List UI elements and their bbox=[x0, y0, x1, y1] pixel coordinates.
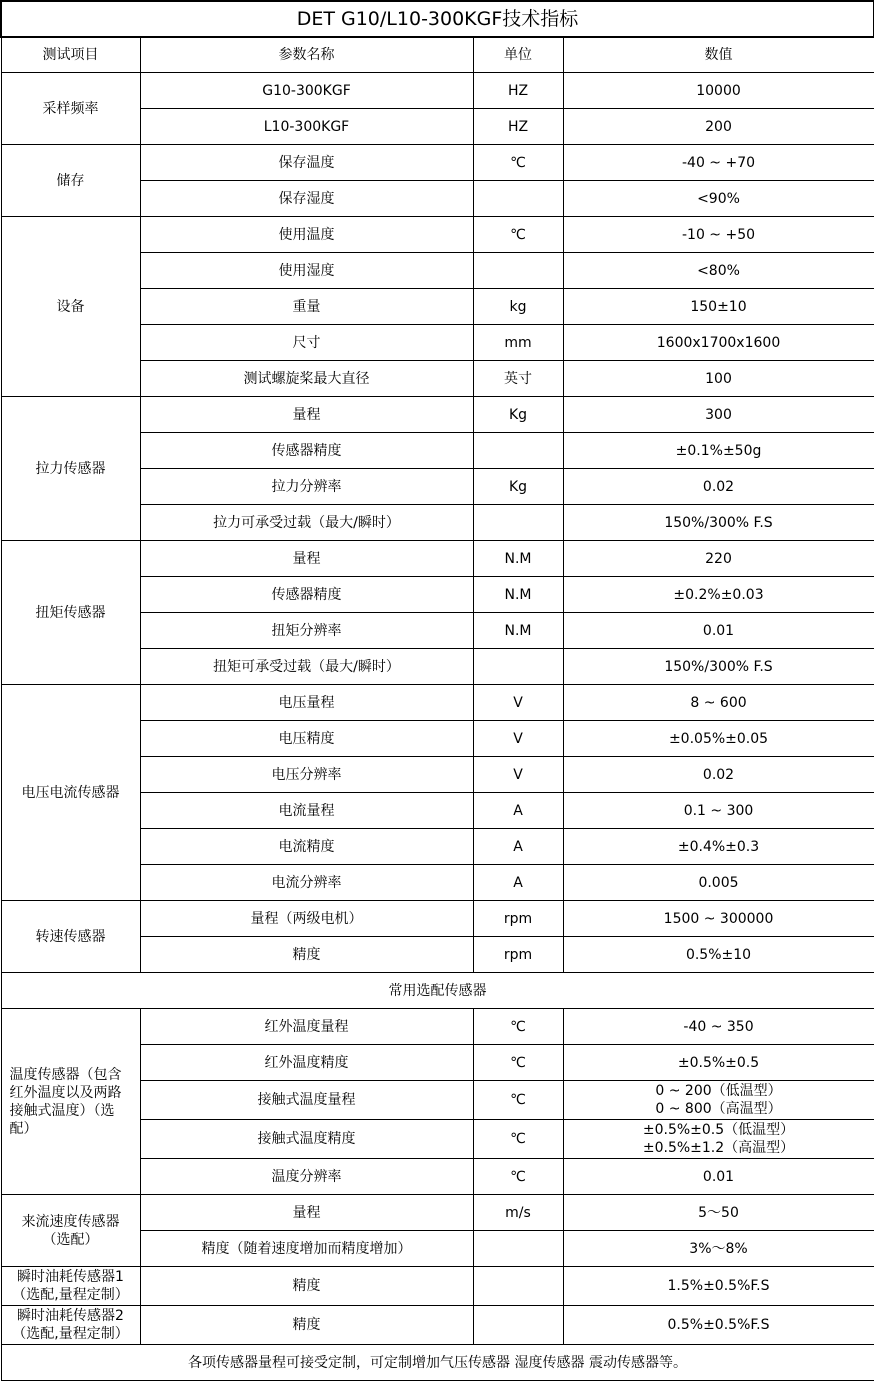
param-cell: 量程 bbox=[140, 397, 473, 433]
param-cell: 电压量程 bbox=[140, 685, 473, 721]
value-cell: 200 bbox=[563, 109, 874, 145]
param-cell: 量程（两级电机） bbox=[140, 901, 473, 937]
param-cell: 保存温度 bbox=[140, 145, 473, 181]
table-row bbox=[1, 145, 874, 181]
table-row bbox=[1, 73, 874, 109]
param-cell: 电流量程 bbox=[140, 793, 473, 829]
value-cell: 0.005 bbox=[563, 865, 874, 901]
param-cell: 传感器精度 bbox=[140, 433, 473, 469]
param-cell: 扭矩可承受过载（最大/瞬时） bbox=[140, 649, 473, 685]
category-cell bbox=[1, 1195, 140, 1267]
table-row bbox=[1, 1306, 874, 1345]
unit-cell bbox=[473, 1231, 563, 1267]
value-cell: 300 bbox=[563, 397, 874, 433]
param-cell: 接触式温度精度 bbox=[140, 1120, 473, 1159]
unit-cell: ℃ bbox=[473, 1159, 563, 1195]
value-line: ±0.5%±0.5（低温型） bbox=[642, 1122, 795, 1138]
param-cell: 电压精度 bbox=[140, 721, 473, 757]
param-cell: 使用温度 bbox=[140, 217, 473, 253]
value-cell bbox=[563, 1120, 874, 1159]
param-cell: 重量 bbox=[140, 289, 473, 325]
param-cell: 扭矩分辨率 bbox=[140, 613, 473, 649]
param-cell: 尺寸 bbox=[140, 325, 473, 361]
unit-cell: m/s bbox=[473, 1195, 563, 1231]
header-param-name: 参数名称 bbox=[140, 37, 473, 73]
value-cell: 0.5%±0.5%F.S bbox=[563, 1306, 874, 1345]
category-line: （选配） bbox=[42, 1231, 99, 1248]
unit-cell: ℃ bbox=[473, 1120, 563, 1159]
unit-cell bbox=[473, 505, 563, 541]
table-row bbox=[1, 217, 874, 253]
param-cell: 保存湿度 bbox=[140, 181, 473, 217]
value-line: 0 ~ 200（低温型） bbox=[655, 1083, 782, 1099]
value-cell: 0.5%±10 bbox=[563, 937, 874, 973]
unit-cell: mm bbox=[473, 325, 563, 361]
value-cell: 220 bbox=[563, 541, 874, 577]
value-cell: -40 ~ +70 bbox=[563, 145, 874, 181]
category-line: （选配,量程定制） bbox=[12, 1326, 129, 1342]
value-line: 0.01 bbox=[702, 1168, 735, 1185]
unit-cell: kg bbox=[473, 289, 563, 325]
unit-cell: Kg bbox=[473, 469, 563, 505]
value-cell: 150±10 bbox=[563, 289, 874, 325]
table-row bbox=[1, 1195, 874, 1231]
value-cell: 3%～8% bbox=[563, 1231, 874, 1267]
unit-cell: V bbox=[473, 721, 563, 757]
param-cell: 电压分辨率 bbox=[140, 757, 473, 793]
param-cell: G10-300KGF bbox=[140, 73, 473, 109]
category-line: （选配,量程定制） bbox=[12, 1287, 129, 1303]
category-cell: 扭矩传感器 bbox=[1, 541, 140, 685]
value-cell: 150%/300% F.S bbox=[563, 505, 874, 541]
category-cell: 拉力传感器 bbox=[1, 397, 140, 541]
param-cell: 精度 bbox=[140, 1267, 473, 1306]
value-cell: 0.02 bbox=[563, 757, 874, 793]
value-cell: ±0.05%±0.05 bbox=[563, 721, 874, 757]
value-cell bbox=[563, 1045, 874, 1081]
value-line: ±0.5%±0.5 bbox=[677, 1054, 760, 1071]
header-unit: 单位 bbox=[473, 37, 563, 73]
unit-cell bbox=[473, 181, 563, 217]
unit-cell: ℃ bbox=[473, 217, 563, 253]
value-line: -40 ~ 350 bbox=[683, 1018, 754, 1035]
param-cell: 温度分辨率 bbox=[140, 1159, 473, 1195]
value-cell: 1600x1700x1600 bbox=[563, 325, 874, 361]
category-cell: 采样频率 bbox=[1, 73, 140, 145]
unit-cell: A bbox=[473, 829, 563, 865]
table-row bbox=[1, 901, 874, 937]
param-cell: 电流精度 bbox=[140, 829, 473, 865]
value-cell bbox=[563, 1009, 874, 1045]
value-cell: 1500 ~ 300000 bbox=[563, 901, 874, 937]
unit-cell: N.M bbox=[473, 613, 563, 649]
unit-cell bbox=[473, 433, 563, 469]
value-cell: 10000 bbox=[563, 73, 874, 109]
unit-cell: ℃ bbox=[473, 1009, 563, 1045]
unit-cell: Kg bbox=[473, 397, 563, 433]
value-line: ±0.5%±1.2（高温型） bbox=[642, 1140, 795, 1156]
param-cell: 精度（随着速度增加而精度增加） bbox=[140, 1231, 473, 1267]
unit-cell: A bbox=[473, 793, 563, 829]
param-cell: 拉力可承受过载（最大/瞬时） bbox=[140, 505, 473, 541]
category-line: 瞬时油耗传感器2 bbox=[17, 1308, 124, 1324]
param-cell: 精度 bbox=[140, 1306, 473, 1345]
param-cell: 使用湿度 bbox=[140, 253, 473, 289]
category-cell bbox=[1, 1306, 140, 1345]
table-row bbox=[1, 541, 874, 577]
header-test-item: 测试项目 bbox=[1, 37, 140, 73]
value-cell: ±0.1%±50g bbox=[563, 433, 874, 469]
value-cell bbox=[563, 1081, 874, 1120]
param-cell: 精度 bbox=[140, 937, 473, 973]
table-row bbox=[1, 397, 874, 433]
value-cell: 5～50 bbox=[563, 1195, 874, 1231]
value-line: 0 ~ 800（高温型） bbox=[655, 1101, 782, 1117]
category-cell: 电压电流传感器 bbox=[1, 685, 140, 901]
param-cell: 传感器精度 bbox=[140, 577, 473, 613]
value-cell: 8 ~ 600 bbox=[563, 685, 874, 721]
category-line: 来流速度传感器 bbox=[21, 1213, 120, 1230]
unit-cell: rpm bbox=[473, 901, 563, 937]
category-cell: 储存 bbox=[1, 145, 140, 217]
category-cell: 转速传感器 bbox=[1, 901, 140, 973]
header-value: 数值 bbox=[563, 37, 874, 73]
table-row bbox=[1, 685, 874, 721]
unit-cell: V bbox=[473, 757, 563, 793]
category-cell bbox=[1, 1267, 140, 1306]
unit-cell: HZ bbox=[473, 73, 563, 109]
unit-cell: ℃ bbox=[473, 1045, 563, 1081]
unit-cell: V bbox=[473, 685, 563, 721]
param-cell: 电流分辨率 bbox=[140, 865, 473, 901]
param-cell: 量程 bbox=[140, 1195, 473, 1231]
unit-cell: A bbox=[473, 865, 563, 901]
value-cell: 0.01 bbox=[563, 613, 874, 649]
unit-cell: ℃ bbox=[473, 145, 563, 181]
unit-cell: 英寸 bbox=[473, 361, 563, 397]
value-cell: 0.1 ~ 300 bbox=[563, 793, 874, 829]
value-cell: <80% bbox=[563, 253, 874, 289]
param-cell: 测试螺旋桨最大直径 bbox=[140, 361, 473, 397]
value-cell: ±0.2%±0.03 bbox=[563, 577, 874, 613]
footer-note: 各项传感器量程可接受定制，可定制增加气压传感器 湿度传感器 震动传感器等。 bbox=[1, 1345, 874, 1381]
table-row bbox=[1, 1009, 874, 1045]
unit-cell: N.M bbox=[473, 541, 563, 577]
unit-cell bbox=[473, 253, 563, 289]
unit-cell bbox=[473, 1306, 563, 1345]
category-cell: 设备 bbox=[1, 217, 140, 397]
value-cell: ±0.4%±0.3 bbox=[563, 829, 874, 865]
table-row bbox=[1, 1267, 874, 1306]
param-cell: 接触式温度量程 bbox=[140, 1081, 473, 1120]
param-cell: 拉力分辨率 bbox=[140, 469, 473, 505]
table-title: DET G10/L10-300KGF技术指标 bbox=[1, 1, 874, 37]
section-row bbox=[1, 973, 874, 1009]
value-cell: 0.02 bbox=[563, 469, 874, 505]
footer-row bbox=[1, 1345, 874, 1381]
param-cell: 量程 bbox=[140, 541, 473, 577]
param-cell: L10-300KGF bbox=[140, 109, 473, 145]
param-cell: 红外温度精度 bbox=[140, 1045, 473, 1081]
value-cell: -10 ~ +50 bbox=[563, 217, 874, 253]
optional-section-header: 常用选配传感器 bbox=[1, 973, 874, 1009]
unit-cell bbox=[473, 649, 563, 685]
unit-cell: N.M bbox=[473, 577, 563, 613]
unit-cell: HZ bbox=[473, 109, 563, 145]
unit-cell: rpm bbox=[473, 937, 563, 973]
unit-cell: ℃ bbox=[473, 1081, 563, 1120]
value-cell: 100 bbox=[563, 361, 874, 397]
unit-cell bbox=[473, 1267, 563, 1306]
value-cell: 150%/300% F.S bbox=[563, 649, 874, 685]
category-cell: 温度传感器（包含红外温度以及两路接触式温度）（选配） bbox=[1, 1009, 140, 1195]
value-cell: 1.5%±0.5%F.S bbox=[563, 1267, 874, 1306]
param-cell: 红外温度量程 bbox=[140, 1009, 473, 1045]
value-cell bbox=[563, 1159, 874, 1195]
value-cell: <90% bbox=[563, 181, 874, 217]
category-line: 瞬时油耗传感器1 bbox=[17, 1269, 124, 1285]
